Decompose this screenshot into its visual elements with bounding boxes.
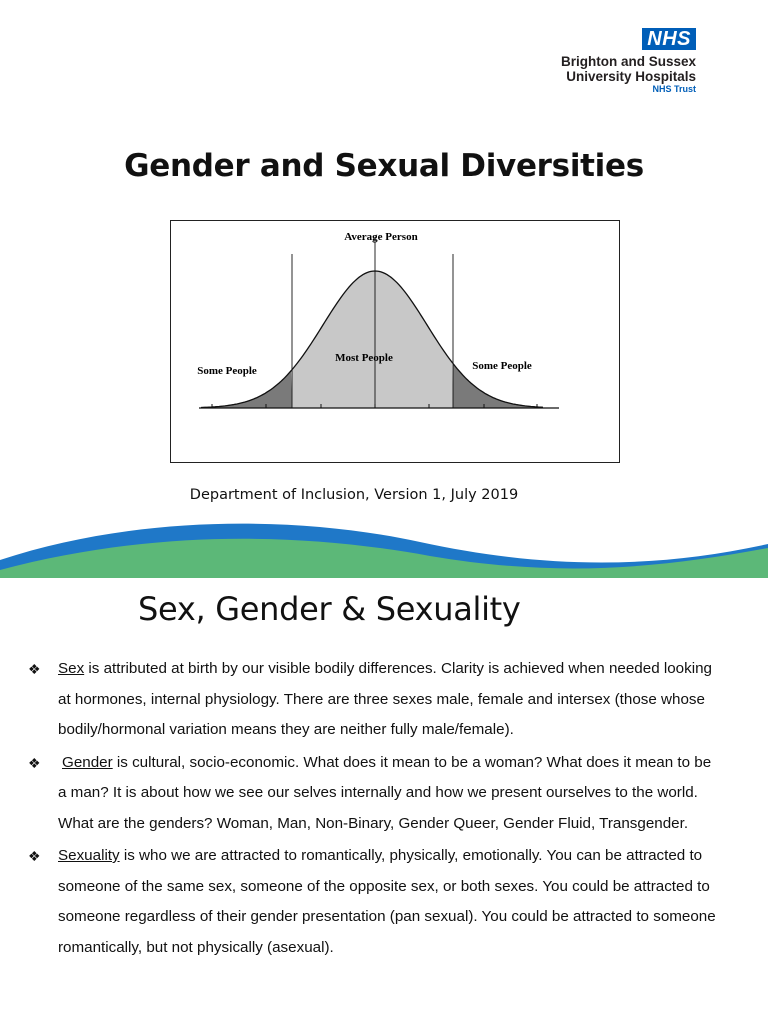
label-most-people: Most People <box>335 352 393 364</box>
decorative-wave <box>0 520 768 578</box>
content-slide <box>0 578 768 1024</box>
nhs-logo-badge: NHS <box>642 28 696 50</box>
nhs-logo-block <box>561 28 696 95</box>
slide1-title: Gender and Sexual Diversities <box>124 148 644 184</box>
slide1-subtitle: Department of Inclusion, Version 1, July 2019 <box>189 487 519 503</box>
label-some-people-left: Some People <box>197 365 257 377</box>
bell-curve-center-area <box>292 271 453 408</box>
bell-curve-svg <box>171 221 619 462</box>
diamond-bullet-icon: ❖ <box>28 661 41 677</box>
slide2-title: Sex, Gender & Sexuality <box>138 590 521 628</box>
org-trust-label: NHS Trust <box>652 84 696 94</box>
diamond-bullet-icon: ❖ <box>28 848 41 864</box>
diamond-bullet-icon: ❖ <box>28 754 41 771</box>
term-sexuality: Sexuality <box>58 847 120 864</box>
bullet-sexuality-text: is who we are attracted to romantically, physically, emotionally. You can be attracted to someone of the same sex, someone of the opposite sex, or both sexes. You could be attracted to someone regardless of their gender presentation (pan sexual). You could be attracted to someone romantically, but not physically (asexual). <box>58 847 716 956</box>
label-some-people-right: Some People <box>472 360 532 372</box>
term-sex: Sex <box>58 660 85 677</box>
bullet-gender-text: is cultural, socio-economic. What does it mean to be a woman? What does it mean to be a man? It is about how we see our selves internally and how we present ourselves to the world. What are the genders? Woman, Man, Non-Binary, Gender Queer, Gender Fluid, Transgender. <box>58 753 712 832</box>
bullet-sex-text: is attributed at birth by our visible bodily differences. Clarity is achieved when needed looking at hormones, internal physiology. There are three sexes male, female and intersex (those whose bodily/hormonal variation means they are neither fully male/female). <box>58 660 712 738</box>
org-name-line1: Brighton and Sussex <box>560 54 696 69</box>
bullet-gender <box>0 748 768 840</box>
bullet-list <box>0 654 768 965</box>
bell-curve-figure <box>170 220 620 463</box>
org-name-line2: University Hospitals <box>566 69 696 84</box>
term-gender: Gender <box>62 753 113 771</box>
label-average-person: Average Person <box>344 231 418 243</box>
bullet-sex <box>0 654 768 746</box>
bullet-sexuality <box>0 841 768 963</box>
